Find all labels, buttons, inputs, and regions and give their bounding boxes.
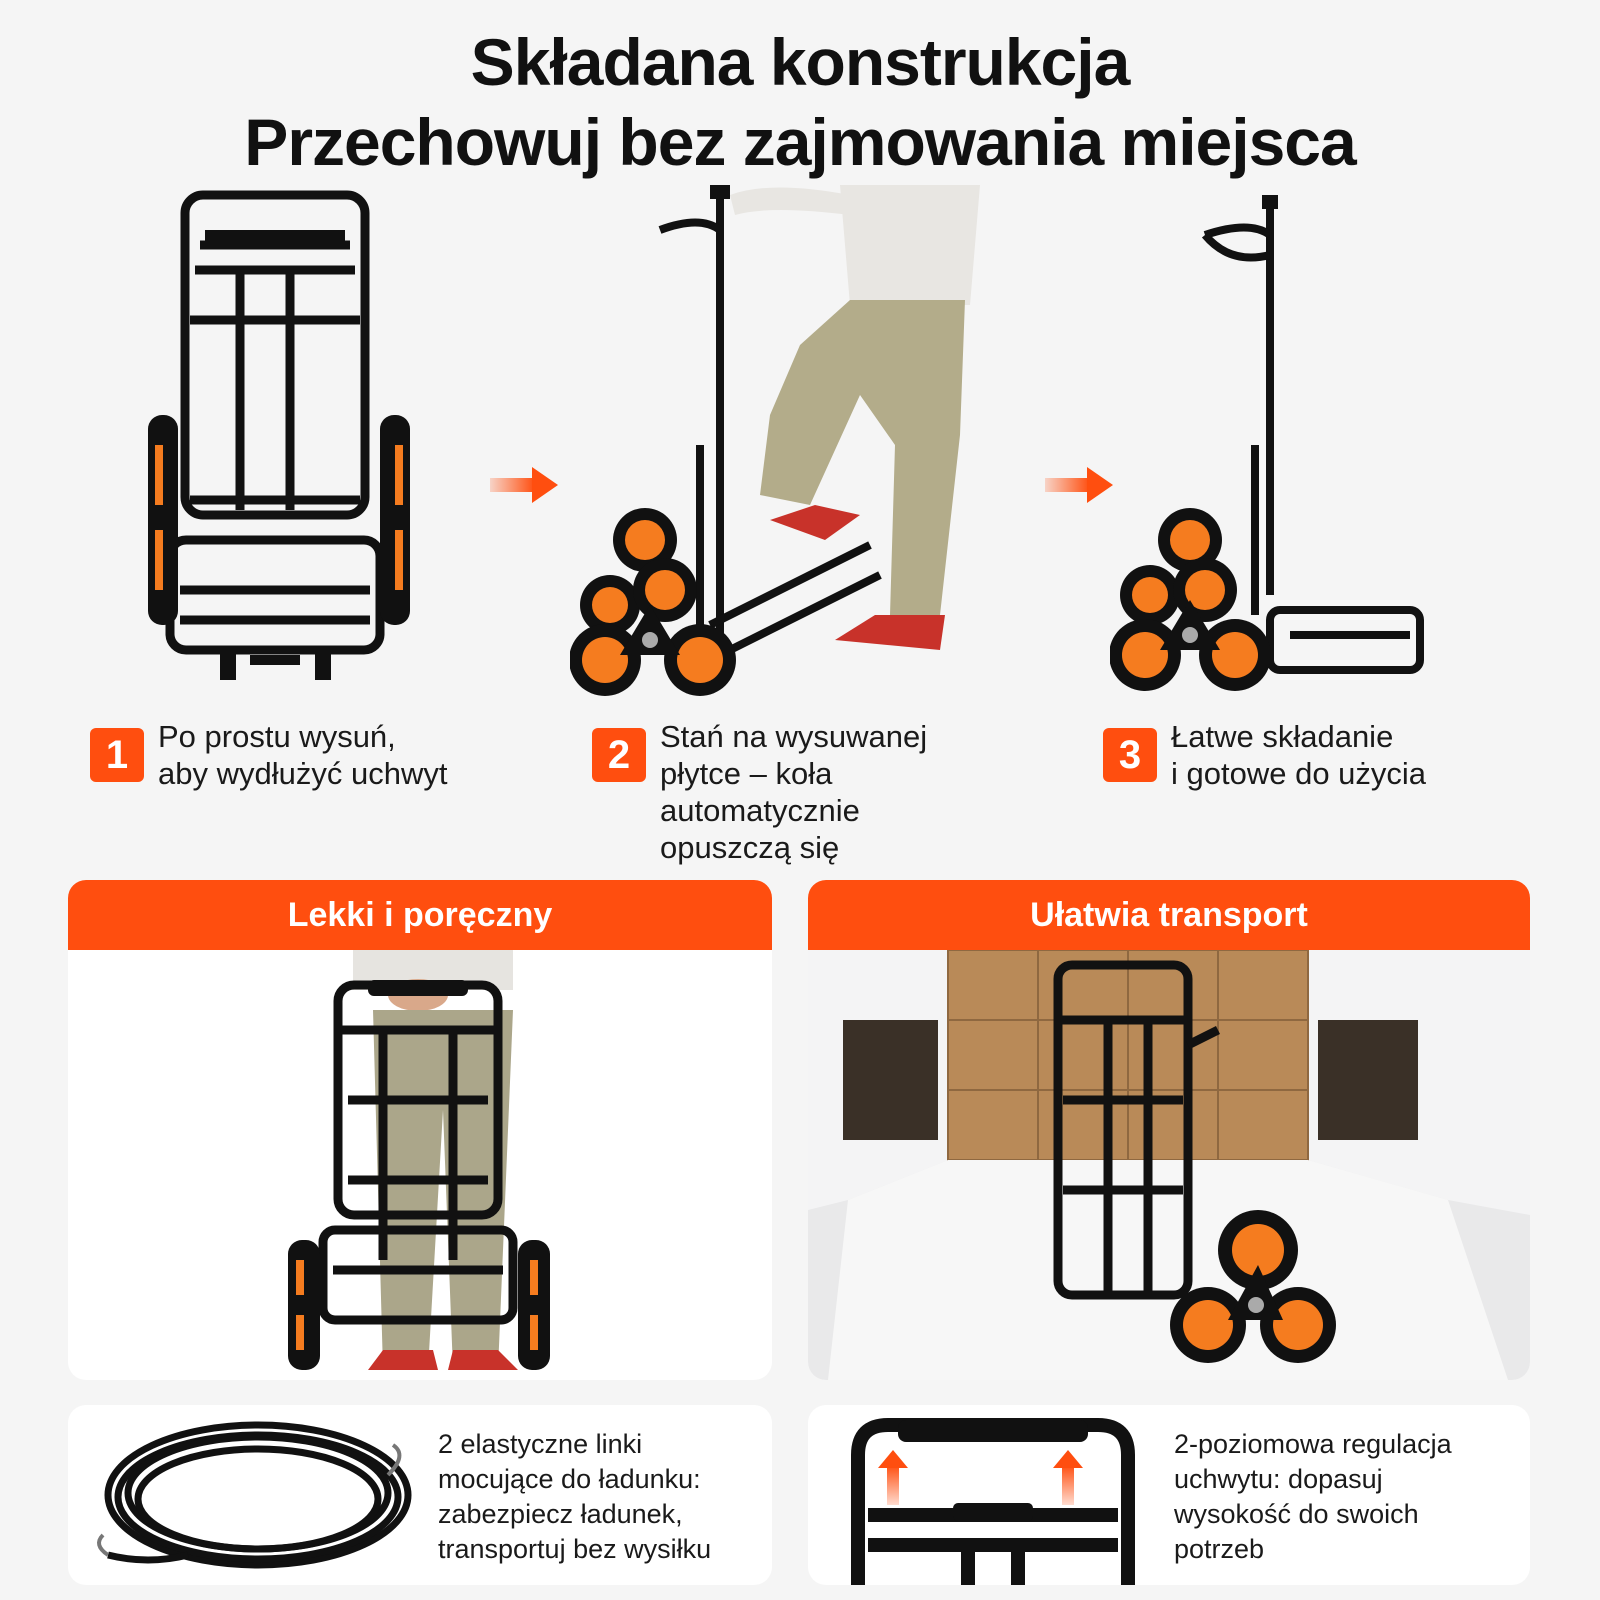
arrow-right-icon <box>1045 465 1115 505</box>
step-2 <box>592 718 927 866</box>
page-title <box>0 22 1600 182</box>
arrow-right-icon <box>490 465 560 505</box>
title-line-1: Składana konstrukcja <box>470 25 1130 99</box>
handle-adjustment-text: 2-poziomowa regulacja uchwytu: dopasuj wysokość do swoich potrzeb <box>1174 1429 1452 1564</box>
step-2-text: Stań na wysuwanej płytce – koła automatycznie opuszczą się <box>660 719 928 865</box>
step-number-badge: 3 <box>1103 728 1157 782</box>
step-1 <box>90 718 447 792</box>
trolley-folded-front-image <box>140 190 440 690</box>
step-number-badge: 1 <box>90 728 144 782</box>
elastic-cords-feature <box>68 1405 772 1585</box>
arrow-up-icon <box>878 1450 908 1505</box>
step-number-badge: 2 <box>592 728 646 782</box>
handle-adjustment-feature <box>808 1405 1530 1585</box>
panel-title: Lekki i poręczny <box>68 880 772 950</box>
bungee-cord-image <box>88 1415 428 1580</box>
arrow-up-icon <box>1053 1450 1083 1505</box>
light-handy-panel <box>68 880 772 1380</box>
eases-transport-panel <box>808 880 1530 1380</box>
person-carrying-trolley-image <box>68 950 772 1380</box>
person-stepping-trolley-image <box>570 185 990 705</box>
trolley-in-van-image <box>808 950 1530 1380</box>
title-line-2: Przechowuj bez zajmowania miejsca <box>244 105 1356 179</box>
trolley-open-side-image <box>1110 195 1450 695</box>
panel-title: Ułatwia transport <box>808 880 1530 950</box>
step-1-text: Po prostu wysuń, aby wydłużyć uchwyt <box>158 719 448 791</box>
step-3 <box>1103 718 1426 792</box>
elastic-cords-text: 2 elastyczne linki mocujące do ładunku: zabezpiecz ładunek, transportuj bez wysiłku <box>438 1429 712 1564</box>
step-3-text: Łatwe składanie i gotowe do użycia <box>1171 719 1427 791</box>
